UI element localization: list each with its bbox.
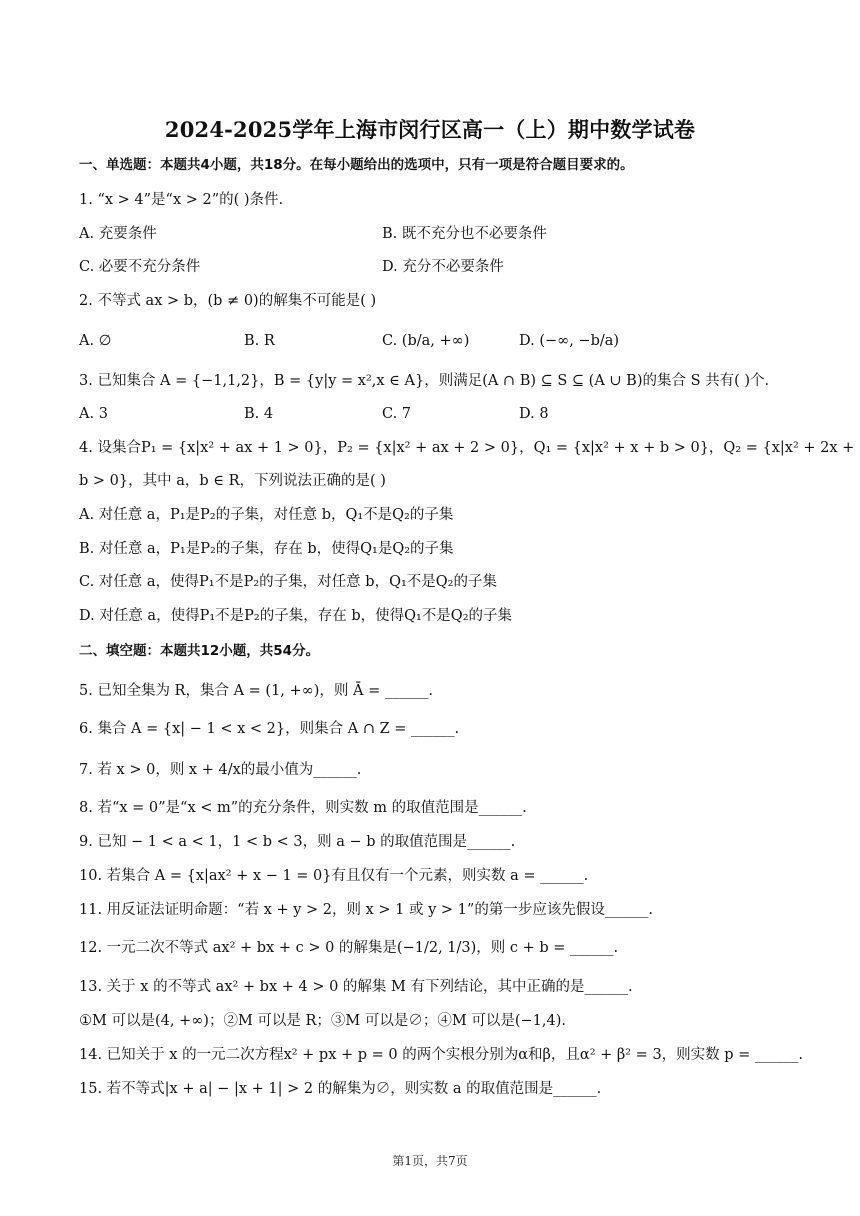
- question-2-option-d: D. (−∞, −b/a): [519, 333, 620, 349]
- question-3-stem: 3. 已知集合 A = {−1,1,2}，B = {y|y = x²,x ∈ A}，则满足(A ∩ B) ⊆ S ⊆ (A ∪ B)的集合 S 共有( )个.: [79, 373, 770, 389]
- question-3-option-c: C. 7: [382, 406, 412, 422]
- question-3-option-d: D. 8: [519, 406, 549, 422]
- question-15: 15. 若不等式|x + a| − |x + 1| > 2 的解集为∅，则实数 a 的取值范围是______.: [79, 1081, 602, 1097]
- question-13: 13. 关于 x 的不等式 ax² + bx + 4 > 0 的解集 M 有下列结论，其中正确的是______.: [79, 979, 633, 995]
- question-8: 8. 若“x = 0”是“x < m”的充分条件，则实数 m 的取值范围是______.: [79, 800, 527, 816]
- question-12: 12. 一元二次不等式 ax² + bx + c > 0 的解集是(−1/2, 1/3)，则 c + b = ______.: [79, 940, 619, 956]
- question-10: 10. 若集合 A = {x|ax² + x − 1 = 0}有且仅有一个元素，则实数 a = ______.: [79, 868, 589, 884]
- question-14: 14. 已知关于 x 的一元二次方程x² + px + p = 0 的两个实根分别为α和β，且α² + β² = 3，则实数 p = ______.: [79, 1047, 804, 1063]
- question-2-option-a: A. ∅: [79, 333, 112, 349]
- question-1-option-b: B. 既不充分也不必要条件: [382, 226, 547, 242]
- question-11: 11. 用反证法证明命题：“若 x + y > 2，则 x > 1 或 y > 1”的第一步应该先假设______.: [79, 902, 653, 918]
- question-1-option-d: D. 充分不必要条件: [382, 259, 504, 275]
- question-2-option-c: C. (b/a, +∞): [382, 333, 470, 349]
- question-1-stem: 1. “x > 4”是“x > 2”的( )条件.: [79, 192, 284, 208]
- question-2-stem: 2. 不等式 ax > b，(b ≠ 0)的解集不可能是( ): [79, 293, 377, 309]
- question-4-option-d: D. 对任意 a，使得P₁不是P₂的子集，存在 b，使得Q₁不是Q₂的子集: [79, 608, 513, 624]
- page-footer: 第1页，共7页: [392, 1154, 468, 1168]
- question-4-option-b: B. 对任意 a，P₁是P₂的子集，存在 b，使得Q₁是Q₂的子集: [79, 541, 454, 557]
- question-4-option-c: C. 对任意 a，使得P₁不是P₂的子集，对任意 b，Q₁不是Q₂的子集: [79, 574, 497, 590]
- question-4-option-a: A. 对任意 a，P₁是P₂的子集，对任意 b，Q₁不是Q₂的子集: [79, 507, 454, 523]
- section-heading-fill-in: 二、填空题：本题共12小题，共54分。: [79, 643, 320, 659]
- question-7: 7. 若 x > 0，则 x + 4/x的最小值为______.: [79, 762, 362, 778]
- question-1-option-c: C. 必要不充分条件: [79, 259, 201, 275]
- question-9: 9. 已知 − 1 < a < 1，1 < b < 3，则 a − b 的取值范围是______.: [79, 834, 516, 850]
- question-2-option-b: B. R: [244, 333, 275, 349]
- question-4-stem-line-2: b > 0}，其中 a，b ∈ R，下列说法正确的是( ): [79, 473, 386, 489]
- page-title: 2024-2025学年上海市闵行区高一（上）期中数学试卷: [164, 117, 696, 142]
- question-1-option-a: A. 充要条件: [79, 226, 157, 242]
- question-3-option-b: B. 4: [244, 406, 274, 422]
- question-13-statements: ①M 可以是(4, +∞)；②M 可以是 R；③M 可以是∅；④M 可以是(−1,4).: [79, 1013, 566, 1029]
- question-5: 5. 已知全集为 R，集合 A = (1, +∞)，则 Ā = ______.: [79, 683, 433, 699]
- section-heading-single-choice: 一、单选题：本题共4小题，共18分。在每小题给出的选项中，只有一项是符合题目要求的。: [79, 157, 634, 173]
- question-3-option-a: A. 3: [79, 406, 108, 422]
- question-6: 6. 集合 A = {x| − 1 < x < 2}，则集合 A ∩ Z = ______.: [79, 721, 460, 737]
- question-4-stem-line-1: 4. 设集合P₁ = {x|x² + ax + 1 > 0}，P₂ = {x|x² + ax + 2 > 0}，Q₁ = {x|x² + x + b > 0}，Q₂ = {x|x² + 2x +: [79, 440, 855, 456]
